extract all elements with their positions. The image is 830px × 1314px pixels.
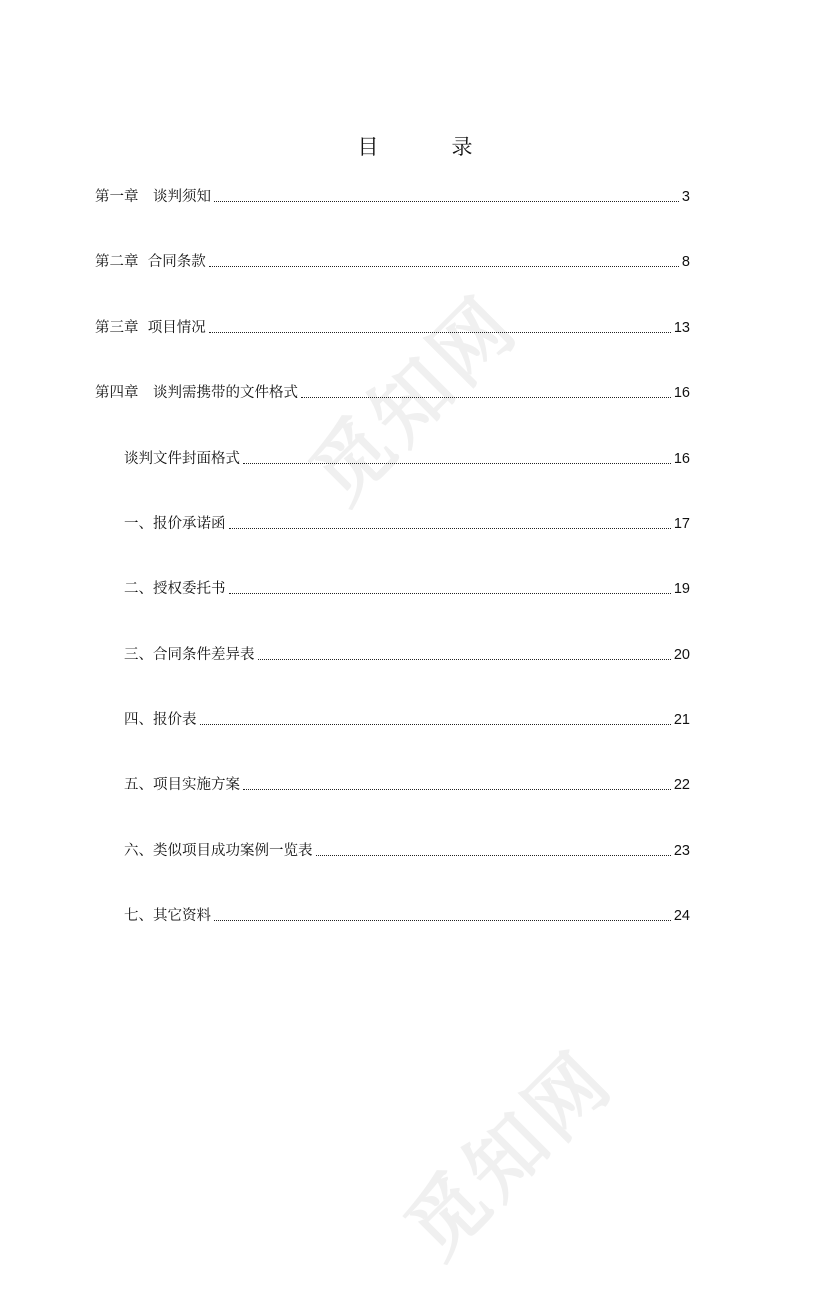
toc-entry[interactable] bbox=[124, 575, 690, 599]
toc-entry-label: 一、报价承诺函 bbox=[124, 516, 226, 532]
toc-entry[interactable] bbox=[124, 510, 690, 534]
toc-leader bbox=[229, 592, 671, 594]
toc-page-number: 16 bbox=[673, 451, 690, 467]
toc-page-number: 24 bbox=[673, 908, 690, 924]
toc-entry[interactable] bbox=[95, 314, 690, 338]
toc-entry-label: 六、类似项目成功案例一览表 bbox=[124, 843, 313, 859]
toc-leader bbox=[243, 788, 671, 790]
toc-page-number: 17 bbox=[673, 516, 690, 532]
toc-entry-label: 二、授权委托书 bbox=[124, 581, 226, 597]
toc-leader bbox=[214, 200, 679, 202]
toc-entry[interactable] bbox=[95, 183, 690, 207]
toc-entry[interactable] bbox=[124, 706, 690, 730]
toc-entry-label: 谈判文件封面格式 bbox=[124, 451, 240, 467]
toc-page-number: 13 bbox=[673, 320, 690, 336]
toc-leader bbox=[258, 658, 671, 660]
toc-page-number: 22 bbox=[673, 777, 690, 793]
toc-page-number: 21 bbox=[673, 712, 690, 728]
toc-page-number: 3 bbox=[681, 189, 690, 205]
toc-page-number: 16 bbox=[673, 385, 690, 401]
toc-entry-label: 第一章 谈判须知 bbox=[95, 189, 211, 205]
toc-entry-label: 第二章 合同条款 bbox=[95, 254, 206, 270]
toc-entry[interactable] bbox=[124, 641, 690, 665]
toc-entry-label: 第四章 谈判需携带的文件格式 bbox=[95, 385, 298, 401]
toc-entry-label: 三、合同条件差异表 bbox=[124, 647, 255, 663]
toc-leader bbox=[301, 396, 671, 398]
toc-leader bbox=[209, 331, 671, 333]
toc-entry[interactable] bbox=[124, 837, 690, 861]
toc-page-number: 8 bbox=[681, 254, 690, 270]
toc-entry-label: 七、其它资料 bbox=[124, 908, 211, 924]
toc-leader bbox=[200, 723, 671, 725]
toc-leader bbox=[243, 462, 671, 464]
toc-page-number: 23 bbox=[673, 843, 690, 859]
watermark-bottom: 觅知网 bbox=[389, 1034, 631, 1276]
toc-page-number: 19 bbox=[673, 581, 690, 597]
watermark: 觅知网 bbox=[294, 279, 536, 521]
toc-entry[interactable] bbox=[124, 445, 690, 469]
toc-leader bbox=[316, 854, 671, 856]
toc-entry[interactable] bbox=[124, 771, 690, 795]
toc-entry-label: 第三章 项目情况 bbox=[95, 320, 206, 336]
toc-entry-label: 四、报价表 bbox=[124, 712, 197, 728]
toc-entry[interactable] bbox=[95, 379, 690, 403]
toc-entry[interactable] bbox=[95, 248, 690, 272]
toc-entry-label: 五、项目实施方案 bbox=[124, 777, 240, 793]
toc-leader bbox=[229, 527, 671, 529]
toc-leader bbox=[209, 265, 679, 267]
toc-page-number: 20 bbox=[673, 647, 690, 663]
page-title: 目 录 bbox=[357, 135, 499, 159]
toc-entry[interactable] bbox=[124, 902, 690, 926]
toc-leader bbox=[214, 919, 671, 921]
